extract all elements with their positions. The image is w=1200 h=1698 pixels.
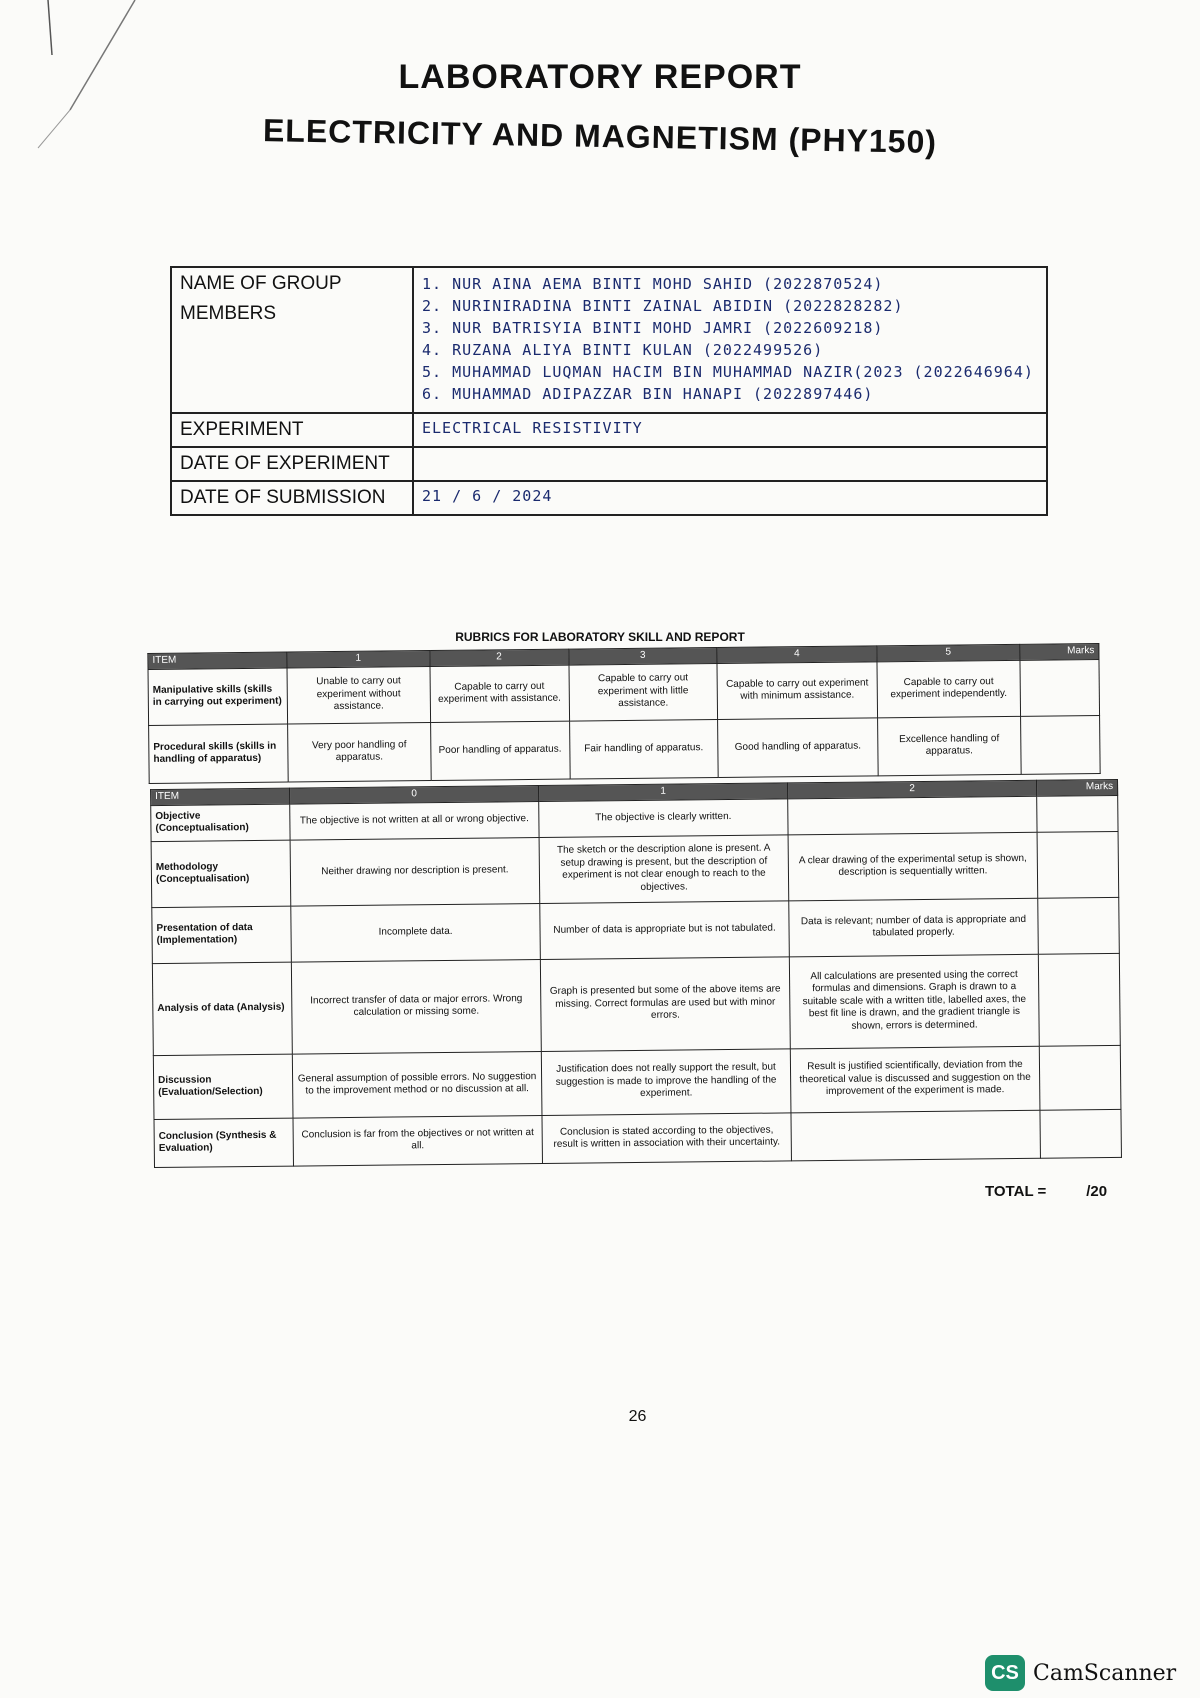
course-title: ELECTRICITY AND MAGNETISM (PHY150) [262,112,938,160]
members-list [413,267,1047,413]
date-of-submission-value: 21 / 6 / 2024 [413,481,1047,515]
page-number: 26 [628,1408,647,1425]
table-row: Analysis of data (Analysis) Incorrect transfer of data or major errors. Wrong calculation or missing some. Graph is presented but some of the above items are missing. Correct formulas are used but with minor errors. All calculations are presented using the correct formulas and dimensions. Graph is drawn to a suitable scale with a written title, labelled axes, the best fit line is drawn, and the gradient triangle is shown, errors is determined. [152,953,1120,1055]
table-row: Objective (Conceptualisation) The objective is not written at all or wrong objective. The objective is clearly written. [151,795,1118,841]
group-info-table [170,266,1048,516]
experiment-value: ELECTRICAL RESISTIVITY [413,413,1047,447]
member-2: 2. NURINIRADINA BINTI ZAINAL ABIDIN (2022828282) [422,297,904,315]
member-3: 3. NUR BATRISYIA BINTI MOHD JAMRI (2022609218) [422,319,884,337]
member-6: 6. MUHAMMAD ADIPAZZAR BIN HANAPI (2022897446) [422,385,874,403]
date-of-submission-label: DATE OF SUBMISSION [171,481,413,515]
skills-rubric-table: ITEM 1 2 3 4 5 Marks Manipulative skills (skills in carrying out experiment) Unable to carry out experiment without assistance. Capable to carry out experiment with assistance. Capable to carry out experiment with little assistance. Capable to carry out experiment with minimum assistance. Capable to carry out experiment independently. Procedural skills (skills in handling of apparatus) Very poor handling of apparatus. Poor handling of apparatus. Fair handling of apparatus. Good handling of apparatus. Excellence handling of apparatus. [147,643,1100,783]
marks-cell [1040,1109,1121,1158]
marks-cell [1020,659,1100,716]
marks-cell [1038,953,1120,1046]
date-of-experiment-label: DATE OF EXPERIMENT [171,447,413,481]
marks-cell [1021,715,1101,774]
marks-cell [1038,897,1120,954]
table-row: Conclusion (Synthesis & Evaluation) Conclusion is far from the objectives or not written at all. Conclusion is stated according to the objectives, result is written in association with their uncertainty. [154,1109,1121,1167]
total-score: TOTAL = /20 [985,1183,1108,1200]
marks-cell [1037,831,1119,898]
member-5: 5. MUHAMMAD LUQMAN HACIM BIN MUHAMMAD NAZIR(2023 (2022646964) [422,363,1034,381]
report-rubric-table: ITEM 0 1 2 Marks Objective (Conceptualisation) The objective is not written at all or wrong objective. The objective is clearly written. Methodology (Conceptualisation) Neither drawing nor description is present. The sketch or the description alone is present. A setup drawing is present, but the description of experiment is not clear enough to reach to the objectives. A clear drawing of the experimental setup is shown, description is sequentially written. Presentation of data (Implementation) Incomplete data. Number of data is appropriate but is not tabulated. Data is relevant; number of data is appropriate and tabulated properly. Analysis of data (Analysis) Incorrect transfer of data or major errors. Wrong calculation or missing some. Graph is presented but some of the above items are missing. Correct formulas are used but with minor errors. All calculations are presented using the correct formulas and dimensions. Graph is drawn to a suitable scale with a written title, labelled axes, the best fit line is drawn, and the gradient triangle is shown, errors is determined. Discussion (Evaluation/Selection) General assumption of possible errors. No suggestion to the improvement method or no discussion at all. Justification does not really support the result, but suggestion is made to improve the handling of the experiment. Result is justified scientifically, deviation from the theoretical value is discussed and suggestion on the improvement of the experiment is made. Conclusion (Synthesis & Evaluation) Conclusion is far from the objectives or not written at all. Conclusion is stated according to the objectives, result is written in association with their uncertainty. [150,779,1122,1168]
camscanner-name: CamScanner [1033,1660,1177,1686]
camscanner-logo-icon: CS [985,1655,1025,1691]
table-row: Procedural skills (skills in handling of apparatus) Very poor handling of apparatus. Poor handling of apparatus. Fair handling of apparatus. Good handling of apparatus. Excellence handling of apparatus. [149,715,1101,783]
date-of-experiment-value [413,447,1047,481]
table-row: Methodology (Conceptualisation) Neither drawing nor description is present. The sketch or the description alone is present. A setup drawing is present, but the description of experiment is not clear enough to reach to the objectives. A clear drawing of the experimental setup is shown, description is sequentially written. [151,831,1119,907]
members-label: NAME OF GROUP MEMBERS [171,267,413,413]
table-row: Discussion (Evaluation/Selection) General assumption of possible errors. No suggestion to the improvement method or no discussion at all. Justification does not really support the result, but suggestion is made to improve the handling of the experiment. Result is justified scientifically, deviation from the theoretical value is discussed and suggestion on the improvement of the experiment is made. [153,1045,1121,1119]
camscanner-watermark [985,1655,1176,1691]
experiment-label: EXPERIMENT [171,413,413,447]
report-title: LABORATORY REPORT [398,58,802,96]
member-4: 4. RUZANA ALIYA BINTI KULAN (2022499526) [422,341,824,359]
rubric-title: RUBRICS FOR LABORATORY SKILL AND REPORT [455,630,745,644]
table-row: Manipulative skills (skills in carrying out experiment) Unable to carry out experiment without assistance. Capable to carry out experiment with assistance. Capable to carry out experiment with little assistance. Capable to carry out experiment with minimum assistance. Capable to carry out experiment independently. [148,659,1100,725]
marks-cell [1039,1045,1121,1110]
member-1: 1. NUR AINA AEMA BINTI MOHD SAHID (2022870524) [422,275,884,293]
table-row: Presentation of data (Implementation) Incomplete data. Number of data is appropriate but is not tabulated. Data is relevant; number of data is appropriate and tabulated properly. [152,897,1120,963]
marks-cell [1037,795,1118,832]
